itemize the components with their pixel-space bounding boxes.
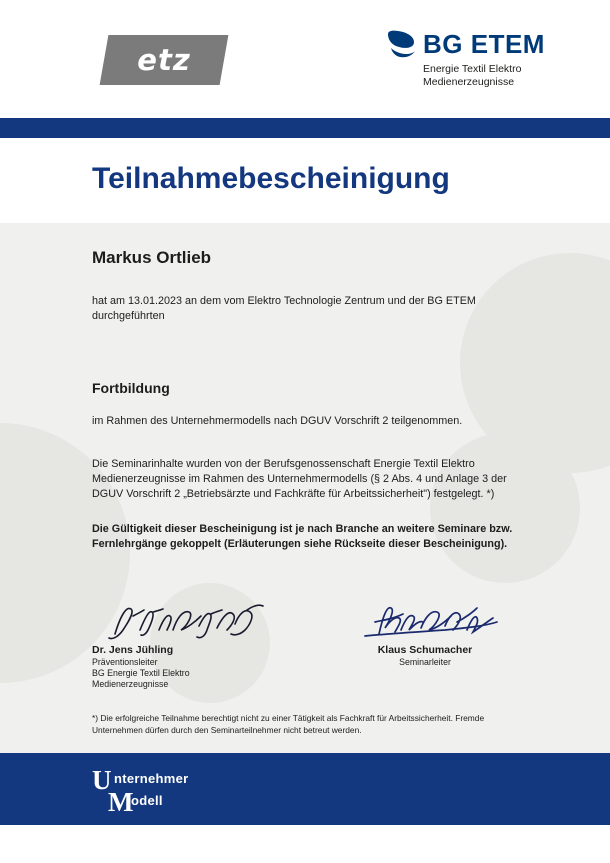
subject-heading: Fortbildung bbox=[92, 380, 170, 396]
signature-role-left: Präventionsleiter BG Energie Textil Elektro Medienerzeugnisse bbox=[92, 657, 190, 689]
signature-block-left bbox=[92, 600, 302, 690]
bg-etem-logo bbox=[386, 28, 576, 89]
intro-text: hat am 13.01.2023 an dem vom Elektro Technologie Zentrum und der BG ETEM durchgeführten bbox=[92, 295, 476, 322]
decorative-circle bbox=[430, 433, 580, 583]
signature-role-right: Seminarleiter bbox=[399, 657, 451, 667]
recipient-name: Markus Ortlieb bbox=[92, 248, 212, 267]
signature-image-left bbox=[92, 600, 302, 642]
etz-logo-text: etz bbox=[137, 43, 191, 77]
signature-name-right: Klaus Schumacher bbox=[377, 644, 473, 656]
logo-word-modell: odell bbox=[131, 793, 163, 808]
document-header bbox=[0, 0, 610, 118]
title-band bbox=[0, 138, 610, 223]
bg-etem-subtitle: Energie Textil Elektro Medienerzeugnisse bbox=[423, 63, 522, 88]
logo-word-unternehmer: nternehmer bbox=[114, 771, 189, 786]
logo-letter-m: M bbox=[108, 787, 134, 817]
validity-paragraph: Die Gültigkeit dieser Bescheinigung ist je nach Branche an weitere Seminare bzw. Fernlehrgänge gekoppelt (Erläuterungen siehe Rückseite dieser Bescheinigung). bbox=[92, 523, 513, 550]
etz-logo bbox=[100, 35, 229, 85]
unternehmermodell-logo bbox=[92, 763, 262, 815]
logo-letter-u: U bbox=[92, 765, 112, 795]
page-title: Teilnahmebescheinigung bbox=[92, 162, 450, 195]
footnote-text: *) Die erfolgreiche Teilnahme berechtigt nicht zu einer Tätigkeit als Fachkraft für Arbeitssicherheit. Fremde Unternehmen dürfen durch den Seminarteilnehmer nicht betreut werden. bbox=[92, 713, 485, 735]
signature-block-right bbox=[325, 600, 525, 668]
signature-image-right bbox=[325, 600, 525, 642]
seminar-paragraph: Die Seminarinhalte wurden von der Berufsgenossenschaft Energie Textil Elektro Medienerzeugnisse im Rahmen des Unternehmermodells (§ 2 Abs. 4 und Anlage 3 der DGUV Vorschrift 2 „Betriebsärzte und Fachkräfte für Arbeitssicherheit") festgelegt. *) bbox=[92, 458, 507, 500]
header-blue-bar bbox=[0, 118, 610, 138]
bg-etem-mark-icon bbox=[386, 30, 416, 58]
footer-white-bar bbox=[0, 825, 610, 863]
participation-text: im Rahmen des Unternehmermodells nach DGUV Vorschrift 2 teilgenommen. bbox=[92, 415, 463, 427]
bg-etem-name: BG ETEM bbox=[423, 28, 545, 59]
signature-name-left: Dr. Jens Jühling bbox=[92, 644, 174, 656]
